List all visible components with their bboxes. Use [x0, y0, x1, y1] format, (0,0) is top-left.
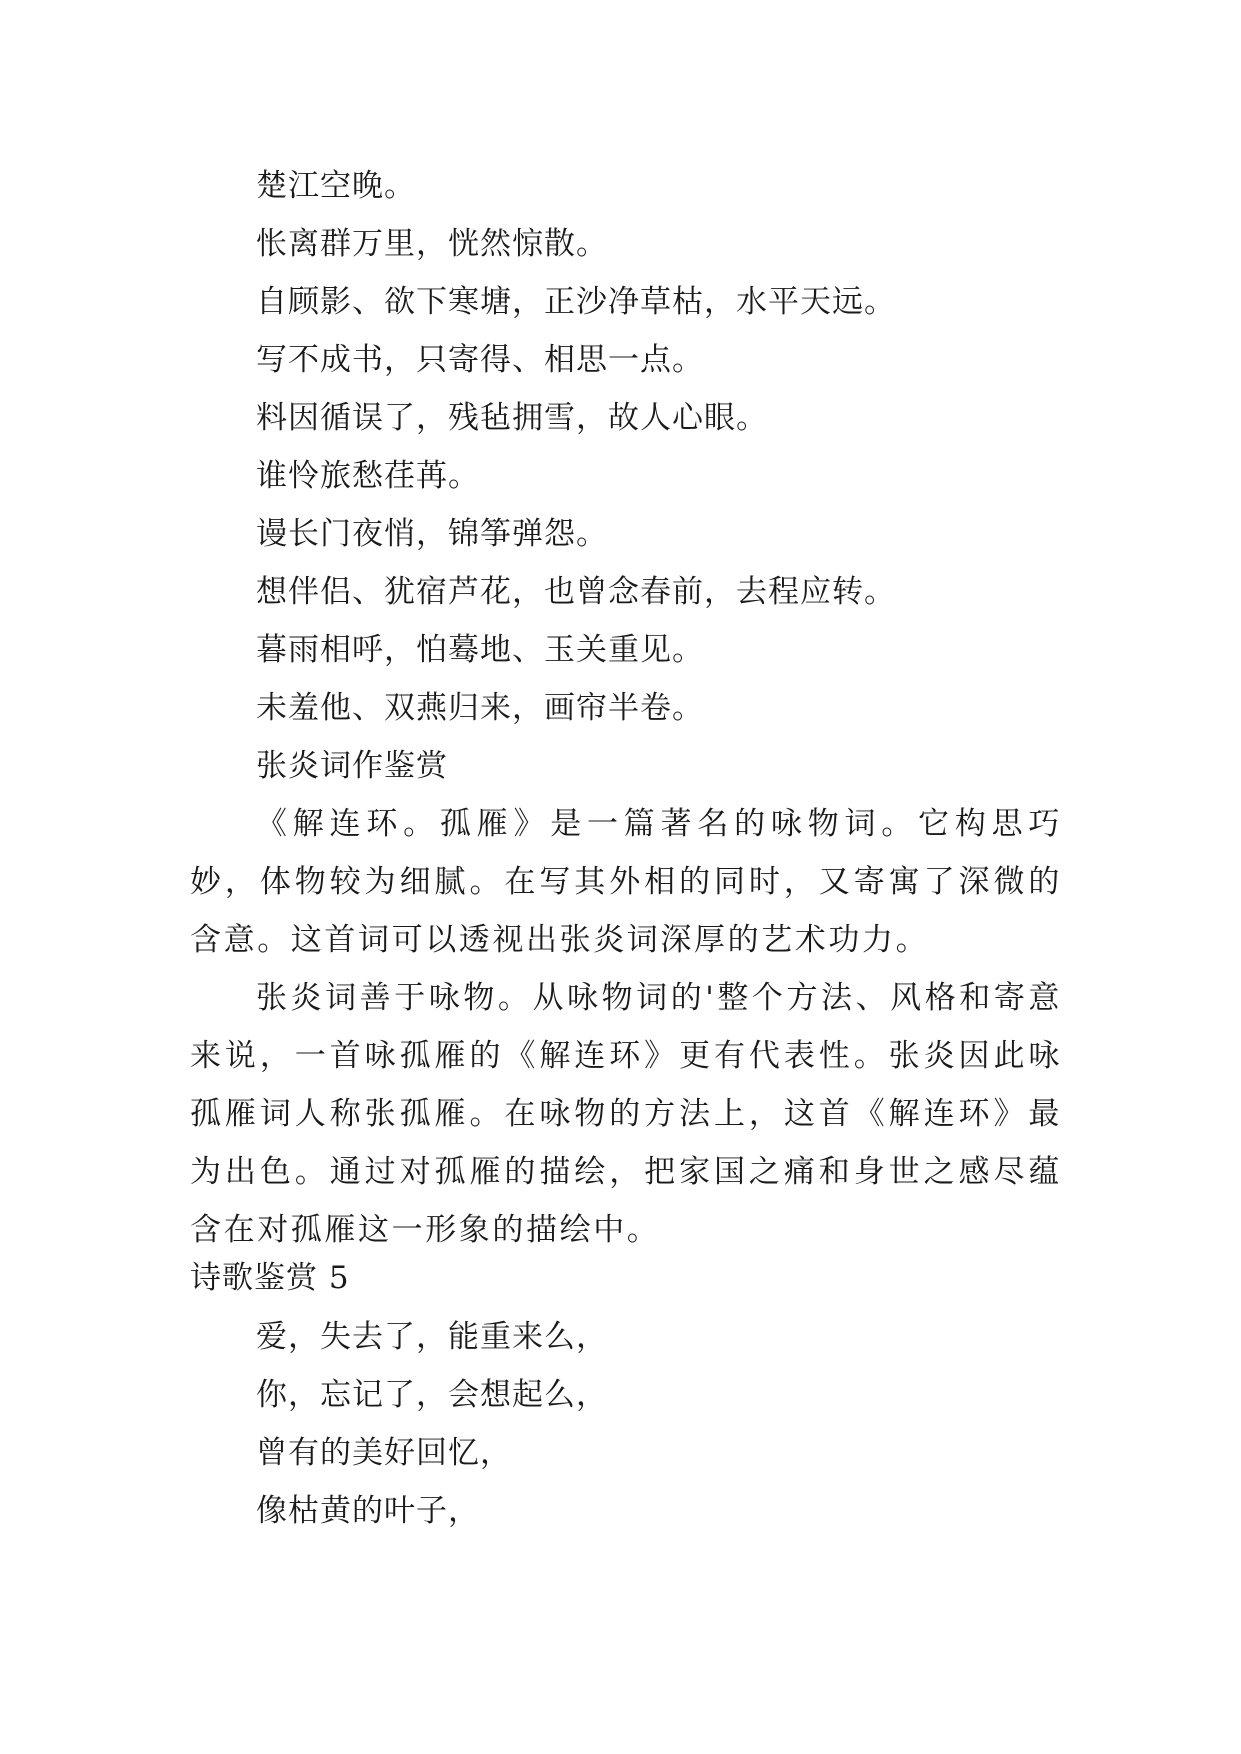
- poem-line: 你，忘记了，会想起么，: [256, 1377, 608, 1413]
- paragraph: 《解连环。孤雁》是一篇著名的咏物词。它构思巧妙，体物较为细腻。在写其外相的同时，又寄寓了深微的含意。这首词可以透视出张炎词深厚的艺术功力。: [190, 806, 1062, 958]
- poem-line: 料因循误了，残毡拥雪，故人心眼。: [256, 400, 768, 436]
- poem-line: 爱，失去了，能重来么，: [256, 1319, 608, 1355]
- section-heading: 诗歌鉴赏 5: [190, 1260, 350, 1296]
- poem-line: 谁怜旅愁荏苒。: [256, 458, 480, 494]
- poem-line: 楚江空晚。: [256, 168, 416, 204]
- poem-line: 写不成书，只寄得、相思一点。: [256, 342, 704, 378]
- poem-line: 自顾影、欲下寒塘，正沙净草枯，水平天远。: [256, 284, 896, 320]
- paragraph: 张炎词善于咏物。从咏物词的'整个方法、风格和寄意来说，一首咏孤雁的《解连环》更有代表性。张炎因此咏孤雁词人称张孤雁。在咏物的方法上，这首《解连环》最为出色。通过对孤雁的描绘，把家国之痛和身世之感尽蕴含在对孤雁这一形象的描绘中。: [190, 980, 1062, 1248]
- subtitle: 张炎词作鉴赏: [256, 748, 448, 784]
- poem-line: 想伴侣、犹宿芦花，也曾念春前，去程应转。: [256, 574, 896, 610]
- poem-line: 像枯黄的叶子，: [256, 1493, 480, 1529]
- poem-line: 未羞他、双燕归来，画帘半卷。: [256, 690, 704, 726]
- poem-line: 怅离群万里，恍然惊散。: [256, 226, 608, 262]
- poem-line: 曾有的美好回忆，: [256, 1435, 512, 1471]
- poem-line: 谩长门夜悄，锦筝弹怨。: [256, 516, 608, 552]
- poem-line: 暮雨相呼，怕蓦地、玉关重见。: [256, 632, 704, 668]
